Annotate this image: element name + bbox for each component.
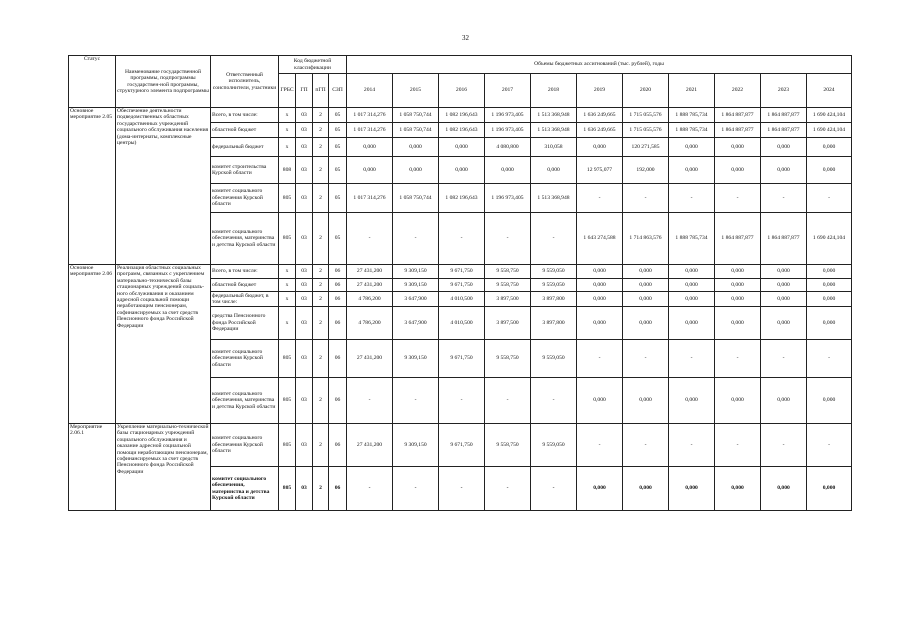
value-cell: - [347,378,393,424]
value-cell: 1 017 314,276 [347,123,393,138]
value-cell: 3 897,800 [531,292,577,307]
value-cell: 9 671,750 [439,424,485,467]
value-cell: 1 017 314,276 [347,184,393,213]
value-cell: 0,000 [761,157,807,184]
value-cell: 1 888 785,734 [669,213,715,265]
pgp-cell: 2 [313,340,329,378]
gp-cell: 03 [296,157,313,184]
value-cell: 4 786,200 [347,292,393,307]
responsible-cell: областной бюджет [211,123,279,138]
zsp-cell: 05 [329,184,347,213]
value-cell: 4 010,500 [439,292,485,307]
value-cell: 0,000 [393,138,439,157]
value-cell: 0,000 [715,378,761,424]
value-cell: 0,000 [715,157,761,184]
value-cell: 9 671,750 [439,265,485,279]
value-cell: - [807,184,852,213]
value-cell: 0,000 [761,279,807,292]
value-cell: - [761,184,807,213]
header-year: 2018 [531,74,577,108]
value-cell: 0,000 [807,157,852,184]
zsp-cell: 05 [329,123,347,138]
grbs-cell: 805 [279,378,296,424]
gp-cell: 03 [296,108,313,123]
value-cell: 4 786,200 [347,307,393,340]
value-cell: 1 196 973,405 [485,108,531,123]
value-cell: 9 559,050 [531,340,577,378]
section-name: Реализация областных социальных программ, связанных с укреплением материально-технической базы стационарных учреждений социаль-ного обслуживания и оказанием адресной социальной помощи неработающим пенсионерам, софинансируемых за счет средств Пенсионного фонда Российской Федерации [116,265,211,424]
value-cell: - [577,184,623,213]
gp-cell: 03 [296,184,313,213]
value-cell: - [347,467,393,511]
value-cell: 1 714 863,576 [623,213,669,265]
value-cell: 0,000 [577,307,623,340]
gp-cell: 03 [296,340,313,378]
value-cell: - [485,467,531,511]
value-cell: - [485,378,531,424]
responsible-cell: комитет социального обеспечения, материнства и детства Курской области [211,467,279,511]
value-cell: 0,000 [577,292,623,307]
value-cell: 12 975,077 [577,157,623,184]
responsible-cell: средства Пенсионного фонда Российской Федерации [211,307,279,340]
value-cell: - [531,213,577,265]
value-cell: 1 636 249,665 [577,108,623,123]
header-gp: ГП [296,74,313,108]
value-cell: 1 513 368,948 [531,123,577,138]
gp-cell: 03 [296,467,313,511]
value-cell: 0,000 [761,292,807,307]
value-cell: 0,000 [761,138,807,157]
value-cell: 0,000 [715,138,761,157]
header-year: 2016 [439,74,485,108]
value-cell: 0,000 [715,307,761,340]
value-cell: - [715,340,761,378]
value-cell: - [715,424,761,467]
value-cell: 0,000 [669,467,715,511]
value-cell: 0,000 [531,157,577,184]
zsp-cell: 06 [329,265,347,279]
section-status: Основное мероприятие 2.05 [69,108,116,265]
pgp-cell: 2 [313,424,329,467]
responsible-cell: комитет социального обеспечения, материнства и детства Курской области [211,213,279,265]
value-cell: 4 010,500 [439,307,485,340]
value-cell: - [393,378,439,424]
value-cell: - [485,213,531,265]
responsible-cell: комитет строительства Курской области [211,157,279,184]
zsp-cell: 05 [329,138,347,157]
value-cell: - [669,424,715,467]
value-cell: 0,000 [807,292,852,307]
value-cell: 1 058 750,744 [393,108,439,123]
pgp-cell: 2 [313,265,329,279]
value-cell: 9 558,750 [485,424,531,467]
value-cell: 1 196 973,405 [485,184,531,213]
value-cell: 0,000 [669,157,715,184]
value-cell: 1 690 424,104 [807,108,852,123]
responsible-cell: комитет социального обеспечения, материнства и детства Курской области [211,378,279,424]
value-cell: - [669,340,715,378]
header-year: 2021 [669,74,715,108]
value-cell: 0,000 [669,265,715,279]
gp-cell: 03 [296,424,313,467]
header-grbs: ГРБС [279,74,296,108]
value-cell: 0,000 [577,378,623,424]
value-cell: 0,000 [715,265,761,279]
value-cell: 9 309,150 [393,340,439,378]
value-cell: 9 671,750 [439,279,485,292]
value-cell: 1 864 887,877 [761,213,807,265]
value-cell: 1 636 249,665 [577,123,623,138]
responsible-cell: федеральный бюджет [211,138,279,157]
header-volumes: Объемы бюджетных ассигнований (тыс. рублей), годы [347,56,852,74]
value-cell: 9 559,050 [531,279,577,292]
zsp-cell: 06 [329,307,347,340]
value-cell: 0,000 [669,292,715,307]
pgp-cell: 2 [313,123,329,138]
grbs-cell: х [279,108,296,123]
value-cell: 0,000 [485,157,531,184]
value-cell: 4 080,800 [485,138,531,157]
zsp-cell: 05 [329,213,347,265]
page-number: 32 [462,34,469,42]
header-name: Наименование государственной программы, подпрограммы государствен-ной программы, структурного элемента подпрограммы [116,56,211,108]
value-cell: - [577,340,623,378]
value-cell: 1 513 368,948 [531,108,577,123]
value-cell: 1 017 314,276 [347,108,393,123]
table-header [69,56,852,108]
value-cell: 0,000 [761,467,807,511]
header-year: 2022 [715,74,761,108]
value-cell: 0,000 [669,307,715,340]
value-cell: 0,000 [623,467,669,511]
grbs-cell: х [279,123,296,138]
grbs-cell: х [279,279,296,292]
value-cell: 1 643 274,588 [577,213,623,265]
pgp-cell: 2 [313,292,329,307]
value-cell: 9 309,150 [393,279,439,292]
value-cell: 3 897,800 [531,307,577,340]
value-cell: 0,000 [761,378,807,424]
pgp-cell: 2 [313,108,329,123]
value-cell: 27 431,200 [347,265,393,279]
value-cell: - [439,467,485,511]
value-cell: 120 271,585 [623,138,669,157]
value-cell: 1 715 055,576 [623,108,669,123]
value-cell: 1 082 196,643 [439,123,485,138]
value-cell: - [761,424,807,467]
gp-cell: 03 [296,292,313,307]
table-row [69,424,852,467]
value-cell: - [393,213,439,265]
responsible-cell: Всего, в том числе: [211,108,279,123]
table-row [69,265,852,279]
value-cell: 3 897,500 [485,292,531,307]
header-year: 2017 [485,74,531,108]
value-cell: - [761,340,807,378]
pgp-cell: 2 [313,138,329,157]
gp-cell: 03 [296,123,313,138]
grbs-cell: х [279,307,296,340]
value-cell: 0,000 [807,138,852,157]
value-cell: 0,000 [347,138,393,157]
section-status: Мероприятие 2.06.1 [69,424,116,511]
header-year: 2020 [623,74,669,108]
header-budget-code: Код бюджетной классификации [279,56,347,74]
header-zsp: СЗП [329,74,347,108]
value-cell: 1 690 424,104 [807,123,852,138]
section-name: Обеспечение деятельности подведомственных областных государственных учреждений социального обслуживания населения (дома-интернаты, комплексные центры) [116,108,211,265]
value-cell: 0,000 [393,157,439,184]
value-cell: 27 431,200 [347,424,393,467]
value-cell: 0,000 [623,292,669,307]
value-cell: - [669,184,715,213]
value-cell: 0,000 [761,307,807,340]
value-cell: - [623,424,669,467]
value-cell: 0,000 [715,467,761,511]
zsp-cell: 06 [329,292,347,307]
grbs-cell: 805 [279,424,296,467]
value-cell: 9 309,150 [393,424,439,467]
header-status: Статус [69,56,116,108]
value-cell: 27 431,200 [347,279,393,292]
zsp-cell: 06 [329,279,347,292]
value-cell: - [623,184,669,213]
header-year: 2019 [577,74,623,108]
pgp-cell: 2 [313,467,329,511]
gp-cell: 03 [296,213,313,265]
value-cell: 0,000 [669,138,715,157]
value-cell: 0,000 [669,378,715,424]
value-cell: - [577,424,623,467]
value-cell: 0,000 [807,265,852,279]
gp-cell: 03 [296,378,313,424]
value-cell: 9 558,750 [485,265,531,279]
grbs-cell: х [279,265,296,279]
value-cell: 1 513 368,948 [531,184,577,213]
value-cell: 0,000 [439,157,485,184]
zsp-cell: 05 [329,157,347,184]
pgp-cell: 2 [313,378,329,424]
value-cell: 27 431,200 [347,340,393,378]
responsible-cell: комитет социального обеспечения Курской области [211,340,279,378]
responsible-cell: Всего, в том числе: [211,265,279,279]
value-cell: - [807,340,852,378]
value-cell: 192,000 [623,157,669,184]
grbs-cell: 805 [279,213,296,265]
value-cell: 1 196 973,405 [485,123,531,138]
grbs-cell: х [279,292,296,307]
value-cell: 1 864 887,877 [761,108,807,123]
value-cell: - [807,424,852,467]
value-cell: 9 559,050 [531,265,577,279]
value-cell: - [531,467,577,511]
grbs-cell: 805 [279,467,296,511]
value-cell: - [347,213,393,265]
value-cell: 0,000 [807,378,852,424]
value-cell: 3 897,500 [485,307,531,340]
pgp-cell: 2 [313,157,329,184]
grbs-cell: х [279,138,296,157]
table-row [69,108,852,123]
value-cell: - [393,467,439,511]
pgp-cell: 2 [313,279,329,292]
value-cell: 0,000 [623,279,669,292]
responsible-cell: комитет социального обеспечения Курской области [211,424,279,467]
value-cell: 9 558,750 [485,340,531,378]
section-status: Основное мероприятие 2.06 [69,265,116,424]
value-cell: 3 647,900 [393,307,439,340]
budget-table [68,55,852,511]
table-body [69,108,852,511]
value-cell: 0,000 [807,307,852,340]
header-year: 2014 [347,74,393,108]
header-responsible: Ответственный исполнитель, соисполнители, участники [211,56,279,108]
value-cell: 3 647,900 [393,292,439,307]
value-cell: - [439,213,485,265]
gp-cell: 03 [296,307,313,340]
zsp-cell: 06 [329,467,347,511]
value-cell: 0,000 [577,467,623,511]
responsible-cell: федеральный бюджет, в том числе: [211,292,279,307]
pgp-cell: 2 [313,307,329,340]
responsible-cell: комитет социального обеспечения Курской области [211,184,279,213]
grbs-cell: 805 [279,340,296,378]
value-cell: 1 888 785,734 [669,123,715,138]
value-cell: - [715,184,761,213]
pgp-cell: 2 [313,184,329,213]
value-cell: 1 864 887,877 [715,213,761,265]
value-cell: 0,000 [577,265,623,279]
zsp-cell: 06 [329,378,347,424]
value-cell: 1 690 424,104 [807,213,852,265]
value-cell: 1 864 887,877 [761,123,807,138]
value-cell: 0,000 [347,157,393,184]
zsp-cell: 05 [329,108,347,123]
value-cell: - [439,378,485,424]
value-cell: 0,000 [715,279,761,292]
header-year: 2024 [807,74,852,108]
header-pgp: пГП [313,74,329,108]
responsible-cell: областной бюджет [211,279,279,292]
value-cell: - [623,340,669,378]
section-name: Укрепление материально-технической базы стационарных учреждений социального обслуживания и оказание адресной социальной помощи неработающим пенсионерам, софинансируемых за счет средств Пенсионного фонда Российской Федерации [116,424,211,511]
zsp-cell: 06 [329,424,347,467]
value-cell: 0,000 [715,292,761,307]
value-cell: 1 864 887,877 [715,108,761,123]
zsp-cell: 06 [329,340,347,378]
value-cell: 0,000 [761,265,807,279]
value-cell: 1 888 785,734 [669,108,715,123]
grbs-cell: 805 [279,184,296,213]
header-year: 2015 [393,74,439,108]
value-cell: 1 058 750,744 [393,123,439,138]
value-cell: 0,000 [439,138,485,157]
header-year: 2023 [761,74,807,108]
value-cell: 0,000 [623,378,669,424]
value-cell: 9 671,750 [439,340,485,378]
value-cell: 1 715 055,576 [623,123,669,138]
value-cell: 1 082 196,643 [439,108,485,123]
value-cell: 0,000 [807,279,852,292]
value-cell: 310,058 [531,138,577,157]
value-cell: 0,000 [577,279,623,292]
value-cell: - [531,378,577,424]
value-cell: 0,000 [577,138,623,157]
value-cell: 1 864 887,877 [715,123,761,138]
gp-cell: 03 [296,279,313,292]
value-cell: 0,000 [623,265,669,279]
value-cell: 0,000 [623,307,669,340]
value-cell: 1 058 750,744 [393,184,439,213]
pgp-cell: 2 [313,213,329,265]
value-cell: 9 309,150 [393,265,439,279]
gp-cell: 03 [296,265,313,279]
grbs-cell: 808 [279,157,296,184]
value-cell: 0,000 [669,279,715,292]
value-cell: 1 082 196,643 [439,184,485,213]
gp-cell: 03 [296,138,313,157]
value-cell: 9 559,050 [531,424,577,467]
value-cell: 9 558,750 [485,279,531,292]
value-cell: 0,000 [807,467,852,511]
